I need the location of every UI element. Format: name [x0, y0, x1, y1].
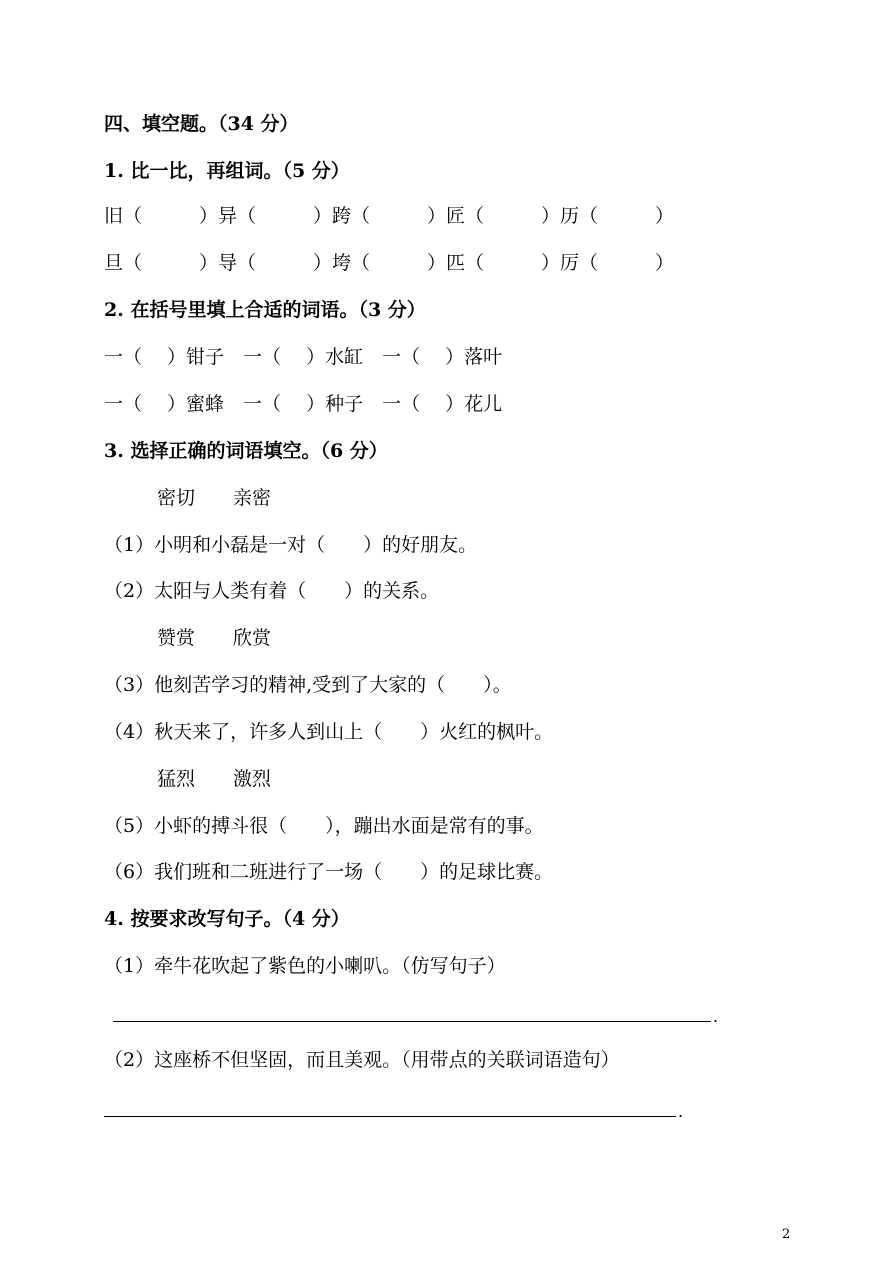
- q1-row-2: 旦（ ）导（ ）垮（ ）匹（ ）厉（ ）: [104, 252, 675, 274]
- q4-answer-line-1-end: .: [713, 1007, 719, 1026]
- q3-word-group-1: 密切 亲密: [157, 487, 272, 509]
- q3-sentence-6: （6）我们班和二班进行了一场（ ）的足球比赛。: [104, 861, 554, 883]
- q4-title: 4. 按要求改写句子。（4 分）: [104, 908, 350, 930]
- section-title: 四、填空题。（34 分）: [104, 113, 299, 135]
- q4-answer-line-1: [113, 1021, 711, 1022]
- q2-row-2: 一（ ）蜜蜂 一（ ）种子 一（ ）花儿: [104, 393, 503, 415]
- q3-word-group-3: 猛烈 激烈: [157, 768, 272, 790]
- q3-word-group-2: 赞赏 欣赏: [157, 627, 272, 649]
- q4-sentence-1: （1）牵牛花吹起了紫色的小喇叭。（仿写句子）: [104, 955, 506, 977]
- q2-title: 2. 在括号里填上合适的词语。（3 分）: [104, 299, 426, 321]
- q3-sentence-2: （2）太阳与人类有着（ ）的关系。: [104, 580, 440, 602]
- q3-sentence-4: （4）秋天来了，许多人到山上（ ）火红的枫叶。: [104, 721, 554, 743]
- page-number: 2: [782, 1227, 791, 1242]
- q4-answer-line-2-end: .: [678, 1102, 684, 1121]
- q3-sentence-1: （1）小明和小磊是一对（ ）的好朋友。: [104, 534, 478, 556]
- q3-sentence-3: （3）他刻苦学习的精神,受到了大家的（ ）。: [104, 674, 512, 696]
- q3-title: 3. 选择正确的词语填空。（6 分）: [104, 440, 388, 462]
- q3-sentence-5: （5）小虾的搏斗很（ ），蹦出水面是常有的事。: [104, 815, 544, 837]
- q4-answer-line-2: [104, 1116, 676, 1117]
- q4-sentence-2: （2）这座桥不但坚固，而且美观。（用带点的关联词语造句）: [104, 1049, 620, 1071]
- q1-title: 1. 比一比，再组词。（5 分）: [104, 160, 350, 182]
- q2-row-1: 一（ ）钳子 一（ ）水缸 一（ ）落叶: [104, 346, 503, 368]
- q1-row-1: 旧（ ）异（ ）跨（ ）匠（ ）历（ ）: [104, 205, 675, 227]
